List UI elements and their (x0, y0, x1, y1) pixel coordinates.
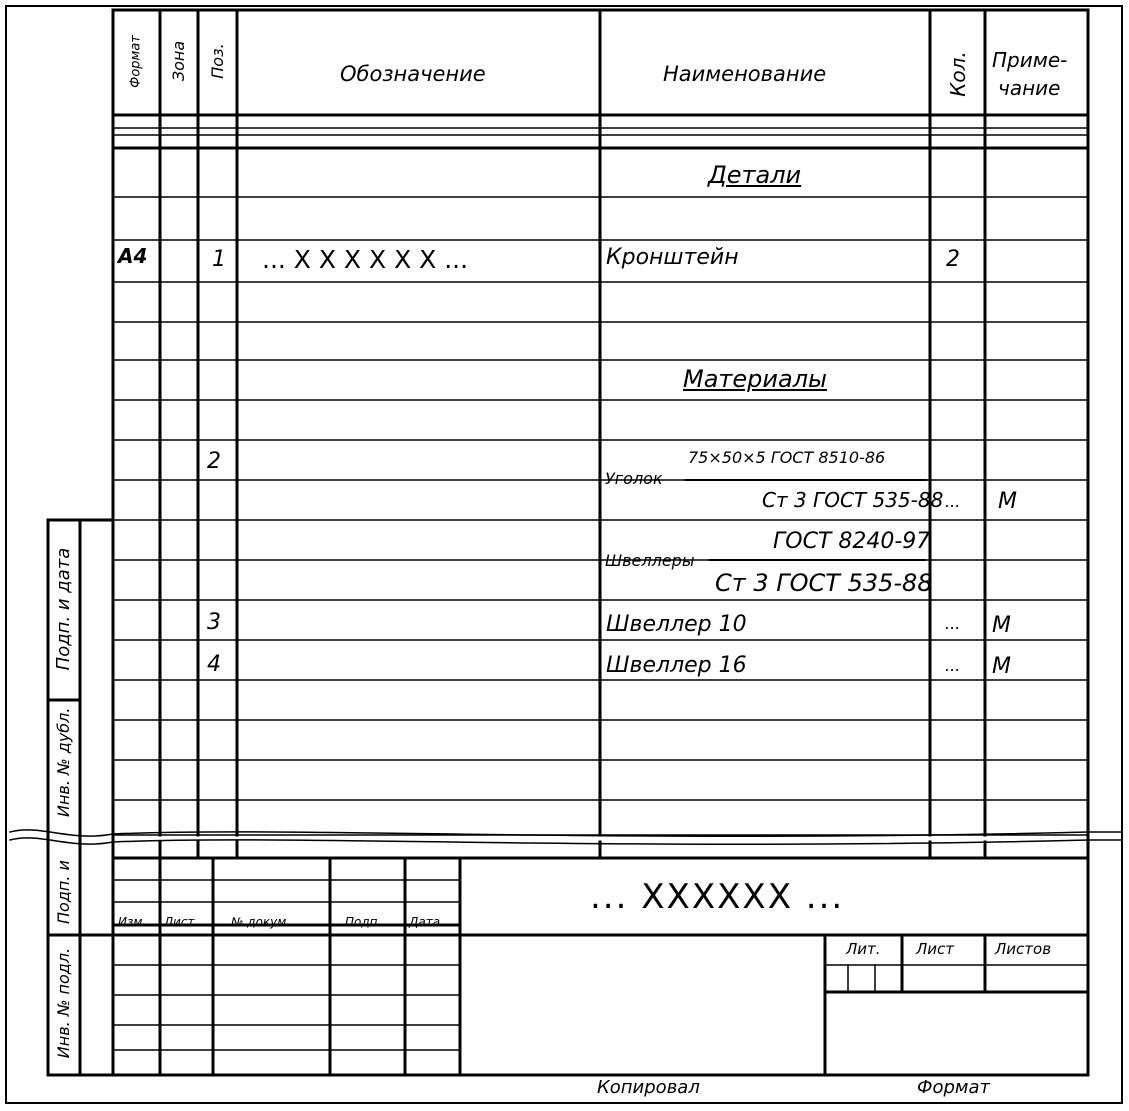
channel16-name: Швеллер 16 (606, 653, 747, 678)
bracket-name: Кронштейн (606, 245, 739, 270)
header-designation: Обозначение (340, 62, 486, 86)
channels-denominator: Ст 3 ГОСТ 535-88 (715, 569, 933, 597)
angle-denominator: Ст 3 ГОСТ 535-88 (762, 488, 944, 512)
channel16-position: 4 (207, 652, 221, 677)
channel16-note: М (992, 654, 1011, 679)
side-label-sign-date: Подп. и дата (53, 547, 74, 671)
side-label-dup-inv: Инв. № дубл. (54, 707, 73, 817)
channels-name: Швеллеры (605, 551, 695, 570)
tb-designation: ... XXXXXX ... (590, 877, 845, 917)
tb-izm: Изм. (118, 915, 147, 929)
bracket-designation: ... X X X X X X ... (262, 245, 469, 274)
header-qty: Кол. (946, 51, 970, 97)
header-zone: Зона (169, 40, 188, 82)
channels-numerator: ГОСТ 8240-97 (773, 529, 931, 554)
channel10-note: М (992, 613, 1011, 638)
header-name: Наименование (663, 62, 827, 86)
tb-format: Формат (917, 1077, 991, 1098)
channel10-name: Швеллер 10 (606, 612, 747, 637)
channel16-qty: ... (945, 656, 961, 675)
tb-copied: Копировал (597, 1077, 700, 1098)
angle-note: М (998, 489, 1017, 514)
section-details: Детали (708, 161, 802, 189)
angle-position: 2 (207, 449, 221, 474)
angle-qty: ... (945, 492, 961, 511)
header-note-line2: чание (998, 76, 1061, 100)
tb-date: Дата (409, 915, 441, 929)
header-note-line1: Приме- (992, 48, 1068, 72)
tb-sheets: Листов (995, 940, 1052, 958)
angle-name: Уголок (605, 469, 663, 488)
side-label-orig-inv: Инв. № подл. (54, 947, 73, 1059)
tb-lit: Лит. (846, 940, 881, 958)
tb-list: Лист (164, 915, 195, 929)
header-position: Поз. (208, 43, 227, 79)
channel10-qty: ... (945, 614, 961, 633)
side-label-sign-short: Подп. и (54, 860, 73, 924)
angle-numerator: 75×50×5 ГОСТ 8510-86 (688, 448, 886, 467)
bracket-format: А4 (118, 244, 148, 268)
header-format: Формат (128, 35, 144, 88)
tb-doc-no: № докум. (231, 915, 291, 929)
bracket-qty: 2 (946, 247, 960, 272)
tb-sheet: Лист (916, 940, 955, 958)
section-materials: Материалы (683, 365, 827, 393)
bracket-position: 1 (212, 247, 226, 272)
tb-sign: Подп. (345, 915, 382, 929)
channel10-position: 3 (207, 610, 221, 635)
